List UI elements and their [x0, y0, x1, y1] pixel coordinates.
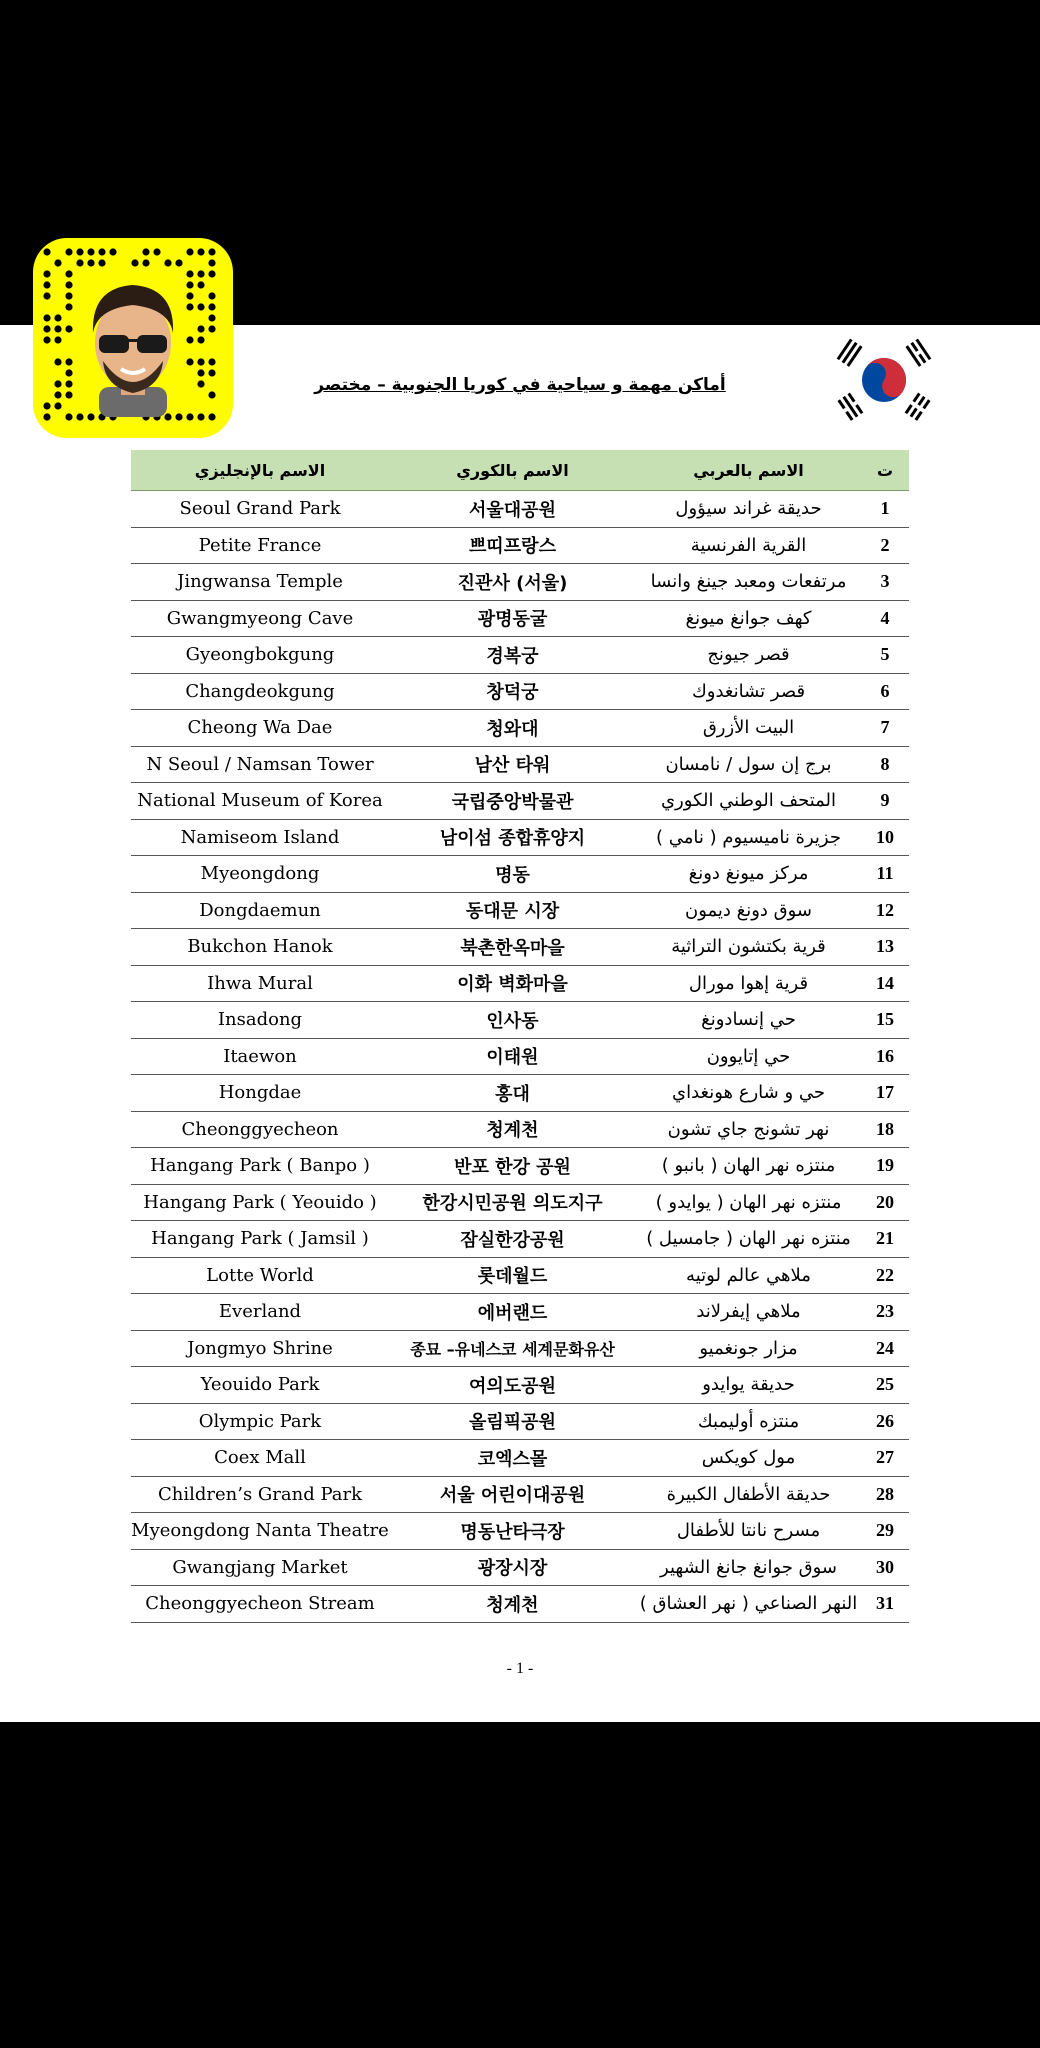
- table-row: [131, 1549, 909, 1586]
- english-name-cell: Lotte World: [131, 1257, 389, 1294]
- row-number-cell: 4: [861, 600, 909, 637]
- english-name-cell: Myeongdong Nanta Theatre: [131, 1513, 389, 1550]
- row-number-cell: 3: [861, 564, 909, 601]
- row-number-cell: 5: [861, 637, 909, 674]
- english-name-cell: Olympic Park: [131, 1403, 389, 1440]
- snapcode-dot: [153, 248, 160, 255]
- english-name-cell: Coex Mall: [131, 1440, 389, 1477]
- english-name-cell: N Seoul / Namsan Tower: [131, 746, 389, 783]
- korean-name-cell: 명동: [389, 856, 636, 893]
- korean-name-cell: 청와대: [389, 710, 636, 747]
- snapcode-dot: [142, 248, 149, 255]
- table-row: [131, 929, 909, 966]
- snapcode-dot: [197, 380, 204, 387]
- arabic-name-cell: كهف جوانغ ميونغ: [636, 600, 861, 637]
- row-number-cell: 23: [861, 1294, 909, 1331]
- table-row: [131, 746, 909, 783]
- korean-name-cell: 청계천: [389, 1111, 636, 1148]
- snapcode-dot: [54, 402, 61, 409]
- snapcode-dot: [98, 259, 105, 266]
- arabic-name-cell: قصر تشانغدوك: [636, 673, 861, 710]
- snapcode-dot: [197, 281, 204, 288]
- row-number-cell: 20: [861, 1184, 909, 1221]
- snapcode-bitmoji-icon[interactable]: [33, 238, 233, 438]
- english-name-cell: Hongdae: [131, 1075, 389, 1112]
- row-number-cell: 17: [861, 1075, 909, 1112]
- table-row: [131, 1586, 909, 1623]
- row-number-cell: 27: [861, 1440, 909, 1477]
- korean-name-cell: 서울 어린이대공원: [389, 1476, 636, 1513]
- korean-name-cell: 서울대공원: [389, 491, 636, 528]
- snapcode-dot: [197, 325, 204, 332]
- snapcode-dot: [186, 281, 193, 288]
- english-name-cell: Hangang Park ( Yeouido ): [131, 1184, 389, 1221]
- arabic-name-cell: برج إن سول / نامسان: [636, 746, 861, 783]
- row-number-cell: 19: [861, 1148, 909, 1185]
- english-name-cell: Hangang Park ( Banpo ): [131, 1148, 389, 1185]
- table-row: [131, 637, 909, 674]
- row-number-cell: 6: [861, 673, 909, 710]
- arabic-name-cell: منتزه أوليمبك: [636, 1403, 861, 1440]
- snapcode-dot: [87, 259, 94, 266]
- snapcode-dot: [43, 292, 50, 299]
- snapcode-dot: [197, 248, 204, 255]
- snapcode-dot: [197, 336, 204, 343]
- row-number-cell: 29: [861, 1513, 909, 1550]
- table-row: [131, 1221, 909, 1258]
- korean-name-cell: 코엑스몰: [389, 1440, 636, 1477]
- english-name-cell: Children’s Grand Park: [131, 1476, 389, 1513]
- snapcode-dot: [65, 270, 72, 277]
- english-name-cell: Everland: [131, 1294, 389, 1331]
- arabic-name-cell: سوق دونغ ديمون: [636, 892, 861, 929]
- arabic-name-cell: سوق جوانغ جانغ الشهير: [636, 1549, 861, 1586]
- english-name-cell: National Museum of Korea: [131, 783, 389, 820]
- snapcode-dot: [43, 402, 50, 409]
- snapcode-dot: [76, 259, 83, 266]
- english-name-cell: Hangang Park ( Jamsil ): [131, 1221, 389, 1258]
- table-row: [131, 1440, 909, 1477]
- english-name-cell: Cheonggyecheon: [131, 1111, 389, 1148]
- table-row: [131, 1075, 909, 1112]
- table-row: [131, 1038, 909, 1075]
- arabic-name-cell: قصر جيونج: [636, 637, 861, 674]
- english-name-cell: Insadong: [131, 1002, 389, 1039]
- snapcode-dot: [109, 248, 116, 255]
- snapcode-dot: [87, 413, 94, 420]
- snapcode-dot: [197, 270, 204, 277]
- english-name-cell: Bukchon Hanok: [131, 929, 389, 966]
- snapcode-dot: [208, 292, 215, 299]
- snapcode-dot: [43, 413, 50, 420]
- snapcode-dot: [208, 369, 215, 376]
- korean-name-cell: 광장시장: [389, 1549, 636, 1586]
- snapcode-dot: [186, 248, 193, 255]
- table-row: [131, 856, 909, 893]
- korean-name-cell: 롯데월드: [389, 1257, 636, 1294]
- table-row: [131, 1403, 909, 1440]
- snapcode-dot: [65, 358, 72, 365]
- document-title: أماكن مهمة و سياحية في كوريا الجنوبية – مختصر: [314, 375, 726, 395]
- english-name-cell: Ihwa Mural: [131, 965, 389, 1002]
- row-number-cell: 9: [861, 783, 909, 820]
- table-row: [131, 1148, 909, 1185]
- snapcode-dot: [208, 314, 215, 321]
- row-number-cell: 28: [861, 1476, 909, 1513]
- table-row: [131, 1257, 909, 1294]
- header-english-name: الاسم بالإنجليزي: [131, 450, 389, 491]
- korean-name-cell: 한강시민공원 의도지구: [389, 1184, 636, 1221]
- table-row: [131, 600, 909, 637]
- korean-name-cell: 에버랜드: [389, 1294, 636, 1331]
- arabic-name-cell: حديقة غراند سيؤول: [636, 491, 861, 528]
- snapcode-dot: [208, 413, 215, 420]
- snapcode-dot: [208, 358, 215, 365]
- arabic-name-cell: مول كويكس: [636, 1440, 861, 1477]
- snapcode-dot: [98, 248, 105, 255]
- snapcode-dot: [142, 259, 149, 266]
- korean-name-cell: 쁘띠프랑스: [389, 527, 636, 564]
- english-name-cell: Gwangmyeong Cave: [131, 600, 389, 637]
- snapcode-dot: [65, 248, 72, 255]
- english-name-cell: Cheonggyecheon Stream: [131, 1586, 389, 1623]
- table-row: [131, 783, 909, 820]
- snapcode-dot: [186, 358, 193, 365]
- korean-name-cell: 남산 타워: [389, 746, 636, 783]
- snapcode-dot: [186, 270, 193, 277]
- english-name-cell: Gwangjang Market: [131, 1549, 389, 1586]
- arabic-name-cell: المتحف الوطني الكوري: [636, 783, 861, 820]
- table-row: [131, 1513, 909, 1550]
- row-number-cell: 1: [861, 491, 909, 528]
- arabic-name-cell: حي و شارع هونغداي: [636, 1075, 861, 1112]
- arabic-name-cell: حي إتايوون: [636, 1038, 861, 1075]
- snapcode-dot: [208, 391, 215, 398]
- korean-name-cell: 잠실한강공원: [389, 1221, 636, 1258]
- row-number-cell: 12: [861, 892, 909, 929]
- places-table: [131, 450, 909, 1623]
- row-number-cell: 25: [861, 1367, 909, 1404]
- row-number-cell: 31: [861, 1586, 909, 1623]
- row-number-cell: 13: [861, 929, 909, 966]
- south-korea-flag-icon: [826, 335, 942, 425]
- arabic-name-cell: نهر تشونج جاي تشون: [636, 1111, 861, 1148]
- snapcode-dot: [65, 369, 72, 376]
- table-row: [131, 1330, 909, 1367]
- arabic-name-cell: حديقة الأطفال الكبيرة: [636, 1476, 861, 1513]
- row-number-cell: 16: [861, 1038, 909, 1075]
- snapcode-dot: [43, 325, 50, 332]
- snapcode-dot: [197, 369, 204, 376]
- snapcode-dot: [186, 413, 193, 420]
- korean-name-cell: 동대문 시장: [389, 892, 636, 929]
- snapcode-dot: [43, 336, 50, 343]
- snapcode-dot: [65, 325, 72, 332]
- header-number: ت: [861, 450, 909, 491]
- row-number-cell: 14: [861, 965, 909, 1002]
- snapcode-dot: [54, 314, 61, 321]
- snapcode-dot: [65, 292, 72, 299]
- row-number-cell: 7: [861, 710, 909, 747]
- korean-name-cell: 국립중앙박물관: [389, 783, 636, 820]
- header-arabic-name: الاسم بالعربي: [636, 450, 861, 491]
- table-row: [131, 710, 909, 747]
- row-number-cell: 8: [861, 746, 909, 783]
- header-korean-name: الاسم بالكوري: [389, 450, 636, 491]
- table-row: [131, 1111, 909, 1148]
- table-row: [131, 527, 909, 564]
- english-name-cell: Jongmyo Shrine: [131, 1330, 389, 1367]
- snapcode-dot: [76, 413, 83, 420]
- table-row: [131, 1184, 909, 1221]
- table-row: [131, 1294, 909, 1331]
- row-number-cell: 22: [861, 1257, 909, 1294]
- snapcode-dot: [54, 358, 61, 365]
- snapcode-dot: [197, 303, 204, 310]
- arabic-name-cell: البيت الأزرق: [636, 710, 861, 747]
- table-row: [131, 1476, 909, 1513]
- arabic-name-cell: ملاهي إيفرلاند: [636, 1294, 861, 1331]
- korean-name-cell: 반포 한강 공원: [389, 1148, 636, 1185]
- english-name-cell: Cheong Wa Dae: [131, 710, 389, 747]
- english-name-cell: Gyeongbokgung: [131, 637, 389, 674]
- row-number-cell: 2: [861, 527, 909, 564]
- korean-name-cell: 청계천: [389, 1586, 636, 1623]
- snapcode-dot: [164, 259, 171, 266]
- english-name-cell: Changdeokgung: [131, 673, 389, 710]
- table-row: [131, 819, 909, 856]
- english-name-cell: Seoul Grand Park: [131, 491, 389, 528]
- snapcode-dot: [175, 259, 182, 266]
- snapcode-dot: [54, 336, 61, 343]
- korean-name-cell: 북촌한옥마을: [389, 929, 636, 966]
- arabic-name-cell: قرية بكتشون التراثية: [636, 929, 861, 966]
- snapcode-dot: [131, 259, 138, 266]
- snapcode-dot: [65, 413, 72, 420]
- korean-name-cell: 진관사 (서울): [389, 564, 636, 601]
- snapcode-dot: [197, 413, 204, 420]
- english-name-cell: Itaewon: [131, 1038, 389, 1075]
- english-name-cell: Namiseom Island: [131, 819, 389, 856]
- arabic-name-cell: منتزه نهر الهان ( يوايدو ): [636, 1184, 861, 1221]
- english-name-cell: Dongdaemun: [131, 892, 389, 929]
- snapcode-dot: [65, 380, 72, 387]
- snapcode-dot: [208, 248, 215, 255]
- korean-name-cell: 인사동: [389, 1002, 636, 1039]
- korean-name-cell: 이태원: [389, 1038, 636, 1075]
- korean-name-cell: 올림픽공원: [389, 1403, 636, 1440]
- snapcode-dot: [54, 380, 61, 387]
- arabic-name-cell: حي إنسادونغ: [636, 1002, 861, 1039]
- snapcode-dot: [87, 248, 94, 255]
- english-name-cell: Yeouido Park: [131, 1367, 389, 1404]
- snapcode-dot: [65, 391, 72, 398]
- table-row: [131, 564, 909, 601]
- table-header-row: [131, 450, 909, 491]
- snapcode-dot: [54, 259, 61, 266]
- table-row: [131, 1367, 909, 1404]
- snapcode-dot: [186, 336, 193, 343]
- row-number-cell: 18: [861, 1111, 909, 1148]
- arabic-name-cell: منتزه نهر الهان ( جامسيل ): [636, 1221, 861, 1258]
- row-number-cell: 11: [861, 856, 909, 893]
- row-number-cell: 21: [861, 1221, 909, 1258]
- table-row: [131, 673, 909, 710]
- korean-name-cell: 창덕궁: [389, 673, 636, 710]
- row-number-cell: 30: [861, 1549, 909, 1586]
- snapcode-dot: [43, 270, 50, 277]
- arabic-name-cell: قرية إهوا مورال: [636, 965, 861, 1002]
- snapcode-dot: [208, 325, 215, 332]
- snapcode-dot: [54, 325, 61, 332]
- arabic-name-cell: جزيرة ناميسيوم ( نامي ): [636, 819, 861, 856]
- table-row: [131, 491, 909, 528]
- table-row: [131, 892, 909, 929]
- korean-name-cell: 종묘 –유네스코 세계문화유산: [389, 1330, 636, 1367]
- snapcode-dot: [76, 248, 83, 255]
- row-number-cell: 15: [861, 1002, 909, 1039]
- snapcode-dot: [208, 303, 215, 310]
- korean-name-cell: 남이섬 종합휴양지: [389, 819, 636, 856]
- snapcode-dot: [186, 292, 193, 299]
- arabic-name-cell: القرية الفرنسية: [636, 527, 861, 564]
- snapcode-dot: [54, 391, 61, 398]
- snapcode-dot: [186, 303, 193, 310]
- snapcode-dot: [65, 281, 72, 288]
- english-name-cell: Jingwansa Temple: [131, 564, 389, 601]
- arabic-name-cell: النهر الصناعي ( نهر العشاق ): [636, 1586, 861, 1623]
- snapcode-dot: [197, 358, 204, 365]
- row-number-cell: 24: [861, 1330, 909, 1367]
- table-row: [131, 965, 909, 1002]
- snapcode-dot: [208, 270, 215, 277]
- korean-name-cell: 여의도공원: [389, 1367, 636, 1404]
- snapcode-dot: [164, 413, 171, 420]
- korean-name-cell: 이화 벽화마을: [389, 965, 636, 1002]
- row-number-cell: 10: [861, 819, 909, 856]
- table-row: [131, 1002, 909, 1039]
- snapcode-dot: [175, 413, 182, 420]
- row-number-cell: 26: [861, 1403, 909, 1440]
- korean-name-cell: 명동난타극장: [389, 1513, 636, 1550]
- arabic-name-cell: مركز ميونغ دونغ: [636, 856, 861, 893]
- snapcode-dot: [65, 303, 72, 310]
- arabic-name-cell: ملاهي عالم لوتيه: [636, 1257, 861, 1294]
- snapcode-dot: [43, 248, 50, 255]
- arabic-name-cell: منتزه نهر الهان ( بانبو ): [636, 1148, 861, 1185]
- english-name-cell: Myeongdong: [131, 856, 389, 893]
- korean-name-cell: 홍대: [389, 1075, 636, 1112]
- snapcode-dot: [208, 259, 215, 266]
- korean-name-cell: 광명동굴: [389, 600, 636, 637]
- arabic-name-cell: مسرح نانتا للأطفال: [636, 1513, 861, 1550]
- snapcode-dot: [43, 314, 50, 321]
- arabic-name-cell: مزار جونغميو: [636, 1330, 861, 1367]
- snapcode-dot: [43, 281, 50, 288]
- arabic-name-cell: حديقة يوايدو: [636, 1367, 861, 1404]
- korean-name-cell: 경복궁: [389, 637, 636, 674]
- english-name-cell: Petite France: [131, 527, 389, 564]
- page-number: - 1 -: [506, 1660, 534, 1677]
- arabic-name-cell: مرتفعات ومعبد جينغ وانسا: [636, 564, 861, 601]
